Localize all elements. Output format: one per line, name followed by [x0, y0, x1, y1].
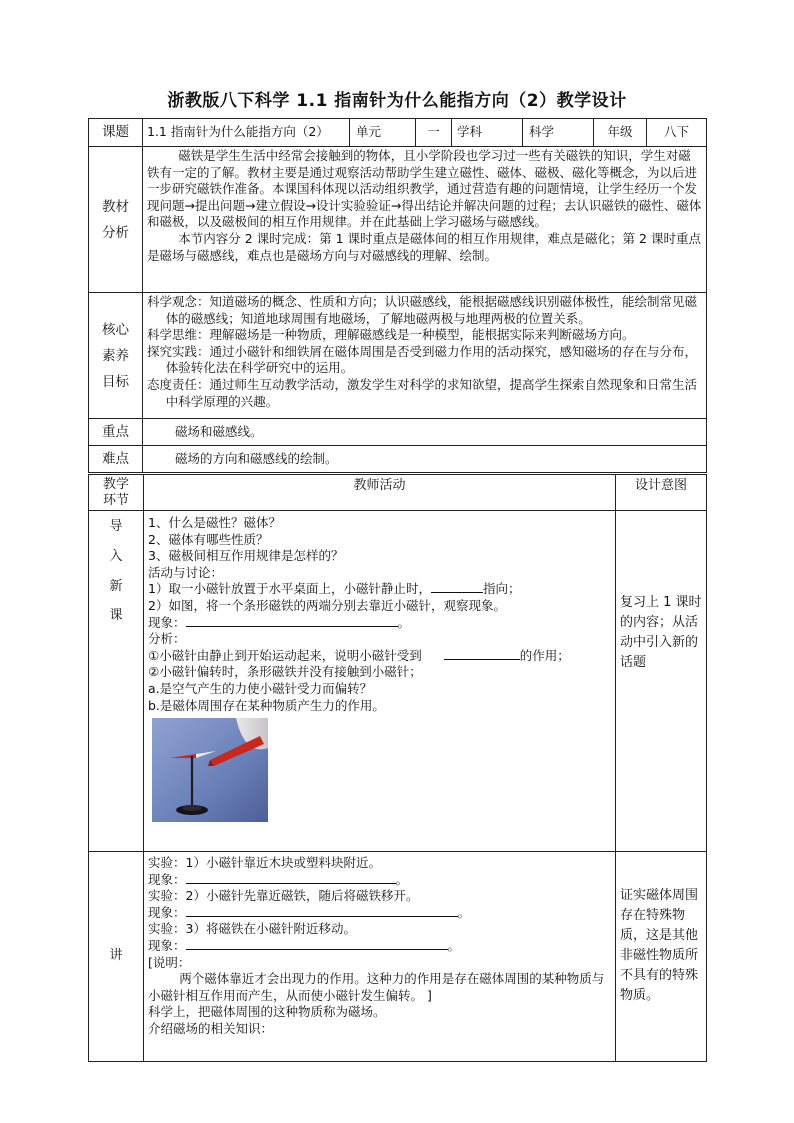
teacher-activity-header: 教师活动 — [144, 475, 616, 511]
period: 。 — [395, 871, 409, 887]
topic-value: 1.1 指南针为什么能指方向（2） — [143, 119, 350, 147]
core-label-line: 核心 — [102, 321, 129, 338]
analysis-line-text: 的作用； — [519, 647, 570, 663]
analysis-label-line: 教材 — [102, 198, 129, 215]
lecture-design-intent: 证实磁体周围存在特殊物质，这是其他非磁性物质所不具有的特殊物质。 — [616, 852, 707, 1062]
option-line: b.是磁体周围存在某种物质产生力的作用。 — [148, 697, 385, 713]
unit-label: 单元 — [350, 119, 416, 147]
intro-teacher-activity — [144, 511, 616, 852]
phenomenon-line — [148, 938, 611, 955]
core-objective: 科学思维：理解磁场是一种物质，理解磁感线是一种模型，能根据实际来判断磁场方向。 — [147, 327, 635, 343]
answer-blank — [186, 938, 448, 950]
intro-stage-char: 新 — [109, 578, 123, 594]
analysis-line — [148, 648, 611, 665]
experiment-line: 实验：3）将磁铁在小磁针附近移动。 — [148, 921, 356, 937]
period: 。 — [397, 614, 411, 630]
activity-step — [148, 581, 611, 598]
analysis-label — [89, 147, 143, 293]
phenomenon-line — [148, 615, 611, 632]
grade-label: 年级 — [594, 119, 647, 147]
page-title: 浙教版八下科学 1.1 指南针为什么能指方向（2）教学设计 — [167, 91, 627, 111]
science-definition: 科学上，把磁体周围的这种物质称为磁场。 — [148, 1004, 386, 1020]
phenomenon-label: 现象： — [148, 937, 186, 953]
activity-heading: 活动与讨论： — [148, 564, 224, 580]
stage-header-line: 教学 — [102, 476, 129, 492]
core-label-line: 目标 — [102, 373, 129, 390]
lecture-stage-label: 讲 — [89, 852, 144, 1062]
field-intro-line: 介绍磁场的相关知识： — [148, 1020, 274, 1036]
difficulty-value: 磁场的方向和磁感线的绘制。 — [143, 446, 707, 473]
phenomenon-label: 现象： — [148, 904, 186, 920]
topic-label: 课题 — [89, 119, 143, 147]
note-body: 两个磁体靠近才会出现力的作用。这种力的作用是存在磁体周围的某种物质与小磁针相互作用而产生，从而使小磁针发生偏转。 ] — [148, 971, 605, 1003]
course-info-table — [88, 118, 707, 473]
key-point-label: 重点 — [89, 419, 143, 446]
activity-step-text: 1）取一小磁针放置于水平桌面上，小磁针静止时， — [148, 581, 431, 597]
intro-stage-char: 课 — [109, 608, 123, 624]
phenomenon-line — [148, 905, 611, 922]
core-objective: 探究实践：通过小磁针和细铁屑在磁体周围是否受到磁力作用的活动探究，感知磁场的存在与分布，体验转化法在科学研究中的运用。 — [147, 343, 698, 376]
teaching-activity-table — [88, 474, 707, 1062]
key-point-value: 磁场和磁感线。 — [143, 419, 707, 446]
intro-stage-label — [89, 511, 144, 852]
answer-blank — [431, 581, 483, 593]
analysis-paragraph: 磁铁是学生生活中经常会接触到的物体，且小学阶段也学习过一些有关磁铁的知识，学生对磁铁有一定的了解。教材主要是通过观察活动帮助学生建立磁性、磁体、磁极、磁化等概念，为以后进一步研究磁铁作准备。本课国科体现以活动组织教学，通过营造有趣的问题情境，让学生经历一个发现问题→提出问题→建立假设→设计实验验证→得出结论并解决问题的过程；去认识磁铁的磁性、磁体和磁极，以及磁极间的相互作用规律。并在此基础上学习磁场与磁感线。 — [147, 148, 702, 230]
core-label-line: 素养 — [102, 347, 129, 364]
magnet-experiment-photo — [152, 718, 268, 822]
intro-design-intent: 复习上 1 课时的内容；从活动中引入新的话题 — [616, 511, 707, 852]
question-line: 2、磁体有哪些性质？ — [148, 531, 269, 547]
experiment-line: 实验：2）小磁针先靠近磁铁，随后将磁铁移开。 — [148, 888, 419, 904]
answer-blank — [186, 615, 398, 627]
subject-label: 学科 — [452, 119, 523, 147]
note-open: [说明： — [148, 954, 191, 970]
unit-value: 一 — [416, 119, 452, 147]
analysis-heading: 分析： — [148, 631, 186, 647]
phenomenon-label: 现象： — [148, 871, 186, 887]
question-line: 3、磁极间相互作用规律是怎样的？ — [148, 548, 344, 564]
intro-stage-char: 导 — [109, 519, 123, 534]
intro-stage-char: 入 — [109, 548, 123, 564]
phenomenon-label: 现象： — [148, 614, 186, 630]
answer-blank — [186, 872, 396, 884]
analysis-line-text: ①小磁针由静止到开始运动起来，说明小磁针受到 — [148, 647, 422, 663]
design-intent-header: 设计意图 — [616, 475, 707, 511]
activity-step: 2）如图，将一个条形磁铁的两端分别去靠近小磁针，观察现象。 — [148, 597, 506, 613]
activity-step-text: 指向； — [482, 581, 521, 597]
option-line: a.是空气产生的力使小磁针受力而偏转？ — [148, 680, 373, 696]
core-content — [143, 293, 707, 419]
period: 。 — [447, 937, 461, 953]
core-objective: 态度责任：通过师生互动教学活动，激发学生对科学的求知欲望，提高学生探索自然现象和日常生活中科学原理的兴趣。 — [147, 376, 698, 409]
question-line: 1、什么是磁性？磁体？ — [148, 515, 281, 530]
core-label — [89, 293, 143, 419]
subject-value: 科学 — [523, 119, 594, 147]
analysis-content — [143, 147, 707, 293]
phenomenon-line — [148, 872, 611, 889]
analysis-line: ②小磁针偏转时，条形磁铁并没有接触到小磁针； — [148, 664, 422, 680]
grade-value: 八下 — [647, 119, 707, 147]
analysis-label-line: 分析 — [102, 224, 129, 241]
experiment-line: 实验：1）小磁针靠近木块或塑料块附近。 — [148, 855, 381, 870]
lecture-teacher-activity — [144, 852, 616, 1062]
stage-header — [89, 475, 144, 511]
stage-header-line: 环节 — [102, 492, 129, 508]
analysis-paragraph: 本节内容分 2 课时完成：第 1 课时重点是磁体间的相互作用规律，难点是磁化；第 2 课时重点是磁场与磁感线，难点也是磁场方向与对磁感线的理解、绘制。 — [147, 230, 701, 263]
period: 。 — [457, 904, 471, 920]
answer-blank — [444, 648, 520, 660]
difficulty-label: 难点 — [89, 446, 143, 473]
answer-blank — [186, 905, 458, 917]
core-objective: 科学观念：知道磁场的概念、性质和方向；认识磁感线，能根据磁感线识别磁体极性，能绘制常见磁体的磁感线；知道地球周围有地磁场，了解地磁两极与地理两极的位置关系。 — [147, 294, 698, 326]
